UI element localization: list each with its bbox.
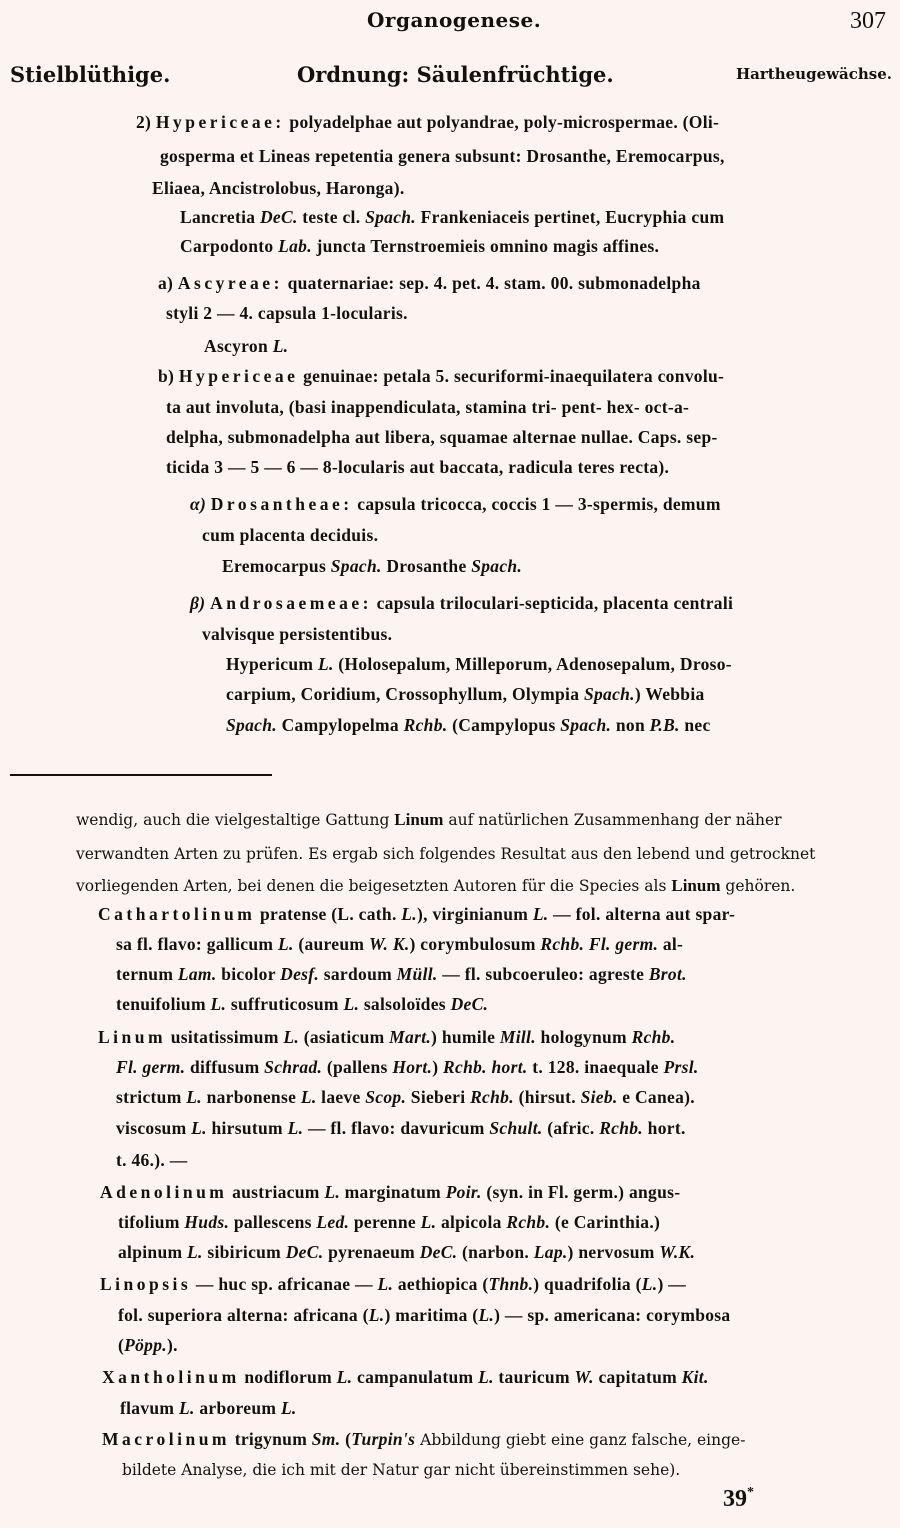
text-line <box>118 1335 178 1356</box>
text-line <box>204 336 288 357</box>
text-line <box>76 810 782 830</box>
author-abbrev: Sm. <box>311 1429 341 1449</box>
taxon-heading: Macrolinum <box>102 1429 231 1449</box>
text-line: Eliaea, Ancistrolobus, Haronga). <box>152 178 405 198</box>
text-span: Lancretia <box>180 207 260 227</box>
author-abbrev: Led. <box>316 1212 350 1232</box>
text-span: e Canea). <box>617 1087 695 1107</box>
text-span: Abbildung giebt eine ganz falsche, einge- <box>415 1431 746 1449</box>
signature-asterisk: * <box>747 1485 754 1500</box>
author-abbrev: Turpin's <box>351 1429 416 1449</box>
item-number: a) <box>158 273 174 293</box>
author-abbrev: Poir. <box>445 1182 482 1202</box>
page-number: 307 <box>850 8 886 34</box>
author-abbrev: Rchb. <box>470 1087 514 1107</box>
text-span: auf natürlichen Zusammenhang der näher <box>443 811 782 829</box>
author-abbrev: L. <box>272 336 289 356</box>
text-line <box>180 207 724 228</box>
text-line: gosperma et Lineas repetentia genera subsunt: Drosanthe, Eremocarpus, <box>160 146 725 166</box>
text-span: nodiflorum <box>239 1367 337 1387</box>
author-abbrev: L. <box>641 1274 658 1294</box>
text-span: carpium, Coridium, Crossophyllum, Olympia <box>226 684 584 704</box>
author-abbrev: W.K. <box>659 1242 696 1262</box>
footnote-rule <box>10 774 272 776</box>
text-span: hort. <box>643 1118 686 1138</box>
signature-number: 39 <box>723 1486 747 1512</box>
author-abbrev: Schult. <box>489 1118 543 1138</box>
text-line: valvisque persistentibus. <box>202 624 393 644</box>
author-abbrev: L. <box>300 1087 317 1107</box>
author-abbrev: Thnb. <box>488 1274 534 1294</box>
author-abbrev: DeC. <box>259 207 298 227</box>
text-span: (syn. in Fl. germ.) angus- <box>481 1182 681 1202</box>
author-abbrev: DeC. <box>285 1242 324 1262</box>
text-span: ternum <box>116 964 178 984</box>
running-head <box>0 8 900 38</box>
text-span: marginatum <box>340 1182 446 1202</box>
text-line <box>120 1398 297 1419</box>
text-span: quaternariae: sep. 4. pet. 4. stam. 00. submonadelpha <box>282 273 701 293</box>
text-span: aethiopica ( <box>393 1274 489 1294</box>
text-span: ( <box>118 1335 125 1355</box>
text-span: al- <box>658 934 684 954</box>
text-span: (asiaticum <box>299 1027 390 1047</box>
author-abbrev: L. <box>478 1305 495 1325</box>
text-line: cum placenta deciduis. <box>202 525 379 545</box>
text-span: tifolium <box>118 1212 185 1232</box>
text-span: bicolor <box>216 964 281 984</box>
item-number: β) <box>190 593 206 613</box>
author-abbrev: Pöpp. <box>124 1335 167 1355</box>
author-abbrev: Huds. <box>184 1212 230 1232</box>
text-span: — huc sp. africanae — <box>191 1274 378 1294</box>
author-abbrev: L. <box>186 1087 202 1107</box>
author-abbrev: Kit. <box>681 1367 709 1387</box>
author-abbrev: Rchb. <box>599 1118 643 1138</box>
text-span: capsula tricocca, coccis 1 — 3-spermis, demum <box>352 494 721 514</box>
text-span: t. 128. inaequale <box>527 1057 664 1077</box>
text-span: (hirsut. <box>513 1087 581 1107</box>
text-line <box>116 964 687 985</box>
author-abbrev: Rchb. <box>631 1027 676 1047</box>
text-span: alpicola <box>436 1212 507 1232</box>
author-abbrev: Spach. <box>226 715 277 735</box>
text-line <box>226 715 711 736</box>
text-span: ) Webbia <box>634 684 705 704</box>
author-abbrev: L. <box>368 1305 385 1325</box>
taxon-heading: Hypericeae: <box>155 112 285 132</box>
author-abbrev: Lap. <box>533 1242 568 1262</box>
author-abbrev: Lam. <box>177 964 217 984</box>
text-line <box>100 1182 680 1203</box>
taxon-heading: Androsaemeae: <box>210 593 372 613</box>
author-abbrev: Spach. <box>583 684 635 704</box>
text-span: Ascyron <box>204 336 273 356</box>
author-abbrev: Müll. <box>396 964 438 984</box>
text-span: ) nervosum <box>567 1242 660 1262</box>
text-span: trigynum <box>230 1429 312 1449</box>
text-line: verwandten Arten zu prüfen. Es ergab sich folgendes Resultat aus den lebend und getrocknet <box>76 845 816 863</box>
text-line <box>76 876 795 896</box>
author-abbrev: L. <box>317 654 334 674</box>
text-span: ) corymbulosum <box>409 934 541 954</box>
text-span: tenuifolium <box>116 994 211 1014</box>
text-span: salsoloïdes <box>359 994 451 1014</box>
text-span: usitatissimum <box>166 1027 284 1047</box>
text-span: Carpodonto <box>180 236 279 256</box>
author-abbrev: L. <box>210 994 227 1014</box>
text-span: genuinae: petala 5. securiformi-inaequilatera convolu- <box>298 366 725 386</box>
item-number: α) <box>190 494 207 514</box>
author-abbrev: Desf. <box>280 964 320 984</box>
text-span: vorliegenden Arten, bei denen die beigesetzten Autoren für die Species als <box>76 877 672 895</box>
text-line: t. 46.). — <box>116 1150 188 1170</box>
text-span: campanulatum <box>352 1367 479 1387</box>
taxon-heading: Xantholinum <box>102 1367 240 1387</box>
taxon-heading: Ascyreae: <box>177 273 283 293</box>
author-abbrev: L. <box>401 904 417 924</box>
text-span: pyrenaeum <box>323 1242 420 1262</box>
text-line <box>226 684 705 705</box>
text-line: delpha, submonadelpha aut libera, squamae alternae nullae. Caps. sep- <box>166 427 718 447</box>
text-line <box>180 236 659 257</box>
text-span: capsula triloculari-septicida, placenta centrali <box>371 593 734 613</box>
text-span: (Campylopus <box>447 715 561 735</box>
author-abbrev: DeC. <box>450 994 489 1014</box>
text-span: gehören. <box>720 877 796 895</box>
author-abbrev: L. <box>178 1398 195 1418</box>
text-span: (aureum <box>293 934 369 954</box>
running-head-title: Organogenese. <box>367 8 542 32</box>
text-span: Hypericum <box>226 654 318 674</box>
text-line <box>102 1367 709 1388</box>
text-line <box>118 1212 660 1233</box>
text-span: ) humile <box>431 1027 500 1047</box>
subhead-left: Stielblüthige. <box>10 62 171 87</box>
text-span: hologynum <box>535 1027 632 1047</box>
author-abbrev: L. <box>532 904 549 924</box>
taxon-heading: Drosantheae: <box>210 494 353 514</box>
author-abbrev: L. <box>187 1242 203 1262</box>
text-line <box>116 1118 686 1139</box>
author-abbrev: W. K. <box>368 934 410 954</box>
text-span: ) — <box>657 1274 687 1294</box>
text-span: teste cl. <box>297 207 366 227</box>
author-abbrev: Fl. germ. <box>116 1057 186 1077</box>
author-abbrev: Scop. <box>365 1087 407 1107</box>
text-span: nec <box>679 715 711 735</box>
text-span: sardoum <box>319 964 397 984</box>
author-abbrev: L. <box>336 1367 353 1387</box>
taxon-heading: Linopsis <box>100 1274 192 1294</box>
text-span: sa fl. flavo: gallicum <box>116 934 278 954</box>
taxon-heading: Adenolinum <box>100 1182 228 1202</box>
author-abbrev: Spach. <box>330 556 382 576</box>
text-line <box>118 1242 695 1263</box>
text-line <box>98 1027 675 1048</box>
text-line <box>116 1087 695 1108</box>
text-span: juncta Ternstroemieis omnino magis affines. <box>311 236 660 256</box>
author-abbrev: Prsl. <box>663 1057 699 1077</box>
author-abbrev: Rchb. Fl. germ. <box>540 934 659 954</box>
text-line <box>158 273 701 294</box>
text-line <box>136 112 719 133</box>
item-number: b) <box>158 366 175 386</box>
text-span: ). <box>166 1335 178 1355</box>
author-abbrev: L. <box>420 1212 437 1232</box>
author-abbrev: Mart. <box>389 1027 432 1047</box>
text-span: ) quadrifolia ( <box>533 1274 642 1294</box>
text-line: bildete Analyse, die ich mit der Natur gar nicht übereinstimmen sehe). <box>122 1461 681 1479</box>
author-abbrev: L. <box>280 1398 297 1418</box>
taxon-heading: Linum <box>98 1027 167 1047</box>
genus-name: Linum <box>394 810 444 829</box>
text-span: (afric. <box>542 1118 600 1138</box>
text-span: Drosanthe <box>381 556 472 576</box>
text-span: ), virginianum <box>416 904 533 924</box>
author-abbrev: L. <box>191 1118 207 1138</box>
text-span: non <box>611 715 650 735</box>
author-abbrev: L. <box>277 934 294 954</box>
text-span: hirsutum <box>206 1118 288 1138</box>
text-span: Sieberi <box>406 1087 471 1107</box>
text-line: ticida 3 — 5 — 6 — 8-locularis aut baccata, radicula teres recta). <box>166 457 670 477</box>
text-span: sibiricum <box>202 1242 286 1262</box>
text-span: (pallens <box>322 1057 393 1077</box>
text-span: Frankeniaceis pertinet, Eucryphia cum <box>415 207 725 227</box>
subhead-center: Ordnung: Säulenfrüchtige. <box>297 62 614 87</box>
text-line <box>102 1429 745 1450</box>
text-span: perenne <box>349 1212 421 1232</box>
text-line <box>222 556 522 577</box>
text-span: Campylopelma <box>276 715 404 735</box>
text-span: wendig, auch die vielgestaltige Gattung <box>76 811 395 829</box>
text-span: arboreum <box>194 1398 281 1418</box>
taxon-heading: Hypericeae <box>178 366 299 386</box>
signature-mark <box>723 1485 754 1513</box>
text-span: austriacum <box>227 1182 325 1202</box>
text-span: ) — sp. americana: corymbosa <box>494 1305 731 1325</box>
text-span: Eremocarpus <box>222 556 331 576</box>
text-span: — fol. alterna aut spar- <box>548 904 736 924</box>
text-line <box>116 934 683 955</box>
author-abbrev: Rchb. <box>403 715 448 735</box>
subhead-right: Hartheugewächse. <box>736 65 892 83</box>
author-abbrev: W. <box>574 1367 594 1387</box>
section-subhead <box>0 62 900 92</box>
text-span: — fl. subcoeruleo: agreste <box>437 964 649 984</box>
text-span: fol. superiora alterna: africana ( <box>118 1305 369 1325</box>
text-line <box>226 654 732 675</box>
text-span: pratense (L. cath. <box>255 904 402 924</box>
author-abbrev: Rchb. hort. <box>443 1057 528 1077</box>
text-span: laeve <box>316 1087 366 1107</box>
item-number: 2) <box>136 112 152 132</box>
author-abbrev: L. <box>324 1182 340 1202</box>
author-abbrev: Spach. <box>560 715 612 735</box>
author-abbrev: Lab. <box>278 236 312 256</box>
author-abbrev: Mill. <box>499 1027 536 1047</box>
text-span: ) maritima ( <box>384 1305 479 1325</box>
author-abbrev: Schrad. <box>264 1057 323 1077</box>
text-span: ( <box>340 1429 352 1449</box>
author-abbrev: Rchb. <box>506 1212 551 1232</box>
author-abbrev: Hort. <box>392 1057 433 1077</box>
text-line <box>158 366 724 387</box>
author-abbrev: Sieb. <box>580 1087 618 1107</box>
text-line <box>190 494 721 515</box>
author-abbrev: Brot. <box>648 964 687 984</box>
author-abbrev: L. <box>283 1027 300 1047</box>
author-abbrev: Spach. <box>365 207 416 227</box>
author-abbrev: L. <box>343 994 360 1014</box>
author-abbrev: L. <box>478 1367 494 1387</box>
author-abbrev: L. <box>287 1118 304 1138</box>
text-line <box>116 1057 699 1078</box>
text-span: (narbon. <box>457 1242 534 1262</box>
text-span: polyadelphae aut polyandrae, poly-microspermae. (Oli- <box>284 112 720 132</box>
text-span: (e Carinthia.) <box>550 1212 661 1232</box>
text-line <box>98 904 735 925</box>
text-span: — fl. flavo: davuricum <box>303 1118 490 1138</box>
taxon-heading: Cathartolinum <box>98 904 256 924</box>
text-span: flavum <box>120 1398 179 1418</box>
text-line <box>118 1305 730 1326</box>
text-span: tauricum <box>493 1367 575 1387</box>
text-span: narbonense <box>201 1087 301 1107</box>
text-span: diffusum <box>185 1057 265 1077</box>
text-span: strictum <box>116 1087 187 1107</box>
text-line: ta aut involuta, (basi inappendiculata, stamina tri- pent- hex- oct-a- <box>166 397 690 417</box>
text-line <box>116 994 488 1015</box>
text-line <box>190 593 733 614</box>
genus-name: Linum <box>671 876 721 895</box>
text-line: styli 2 — 4. capsula 1-locularis. <box>166 303 408 323</box>
text-span: pallescens <box>229 1212 317 1232</box>
author-abbrev: L. <box>377 1274 394 1294</box>
text-span: (Holosepalum, Milleporum, Adenosepalum, Droso- <box>333 654 732 674</box>
text-span: viscosum <box>116 1118 192 1138</box>
author-abbrev: Spach. <box>471 556 523 576</box>
author-abbrev: DeC. <box>419 1242 458 1262</box>
author-abbrev: P.B. <box>649 715 680 735</box>
text-span: suffruticosum <box>226 994 344 1014</box>
text-span: capitatum <box>593 1367 682 1387</box>
text-span: ) <box>432 1057 444 1077</box>
text-span: alpinum <box>118 1242 188 1262</box>
text-line <box>100 1274 686 1295</box>
